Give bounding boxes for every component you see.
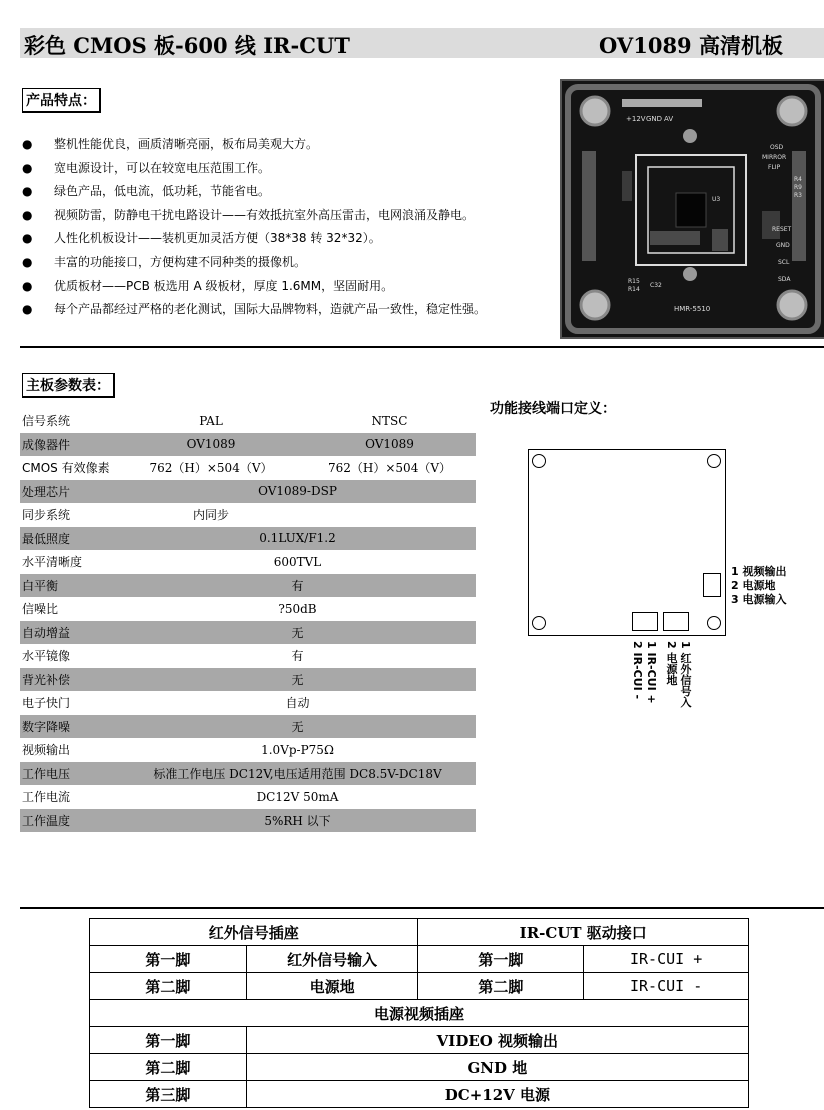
spec-pal-value: OV1089	[119, 433, 303, 457]
feature-item	[22, 158, 542, 182]
feature-text: 每个产品都经过严格的老化测试，国际大品牌物料，造就产品一致性，稳定性强。	[54, 302, 487, 317]
pin-label: 第一脚	[90, 1027, 247, 1054]
document-title: 彩色 CMOS 板-600 线 IR-CUT	[24, 33, 350, 58]
pv-pin2-value: GND 地	[246, 1054, 748, 1081]
ir-pin2-value: 电源地	[246, 973, 418, 1000]
feature-text: 宽电源设计，可以在较宽电压范围工作。	[54, 160, 271, 175]
ir-socket-header: 红外信号插座	[90, 919, 418, 946]
spec-row	[20, 480, 476, 504]
spec-row	[20, 409, 476, 433]
silk-r9: R9	[794, 184, 802, 191]
pin-label: 第三脚	[90, 1081, 247, 1108]
section-divider	[20, 346, 824, 348]
silk-scl: SCL	[778, 259, 790, 266]
silk-u3: U3	[712, 196, 721, 203]
spec-label: CMOS 有效像素	[22, 461, 110, 476]
spec-row	[20, 574, 476, 598]
pv-pin3-value: DC+12V 电源	[246, 1081, 748, 1108]
bullet-icon: ●	[22, 137, 33, 151]
mounting-hole	[707, 616, 721, 630]
mounting-hole	[707, 454, 721, 468]
section-divider	[20, 907, 824, 909]
spec-row	[20, 691, 476, 715]
pin-label: 第二脚	[90, 1054, 247, 1081]
feature-text: 整机性能优良，画质清晰亮丽，板布局美观大方。	[54, 137, 319, 151]
ir-label-gnd: 2 电源地	[665, 641, 678, 686]
features-heading: 产品特点：	[22, 88, 101, 113]
feature-text: 优质板材——PCB 板选用 A 级板材，厚度 1.6MM，坚固耐用。	[54, 278, 394, 293]
silk-flip: FLIP	[768, 164, 781, 171]
port-label-power: 3 电源输入	[731, 593, 787, 606]
ircut-label-minus: 2 IR-CUI -	[631, 641, 644, 700]
mounting-hole	[532, 454, 546, 468]
port-label-video: 1 视频输出	[731, 565, 787, 578]
spec-label: 自动增益	[20, 621, 119, 645]
spec-pal-value: 内同步	[192, 508, 229, 523]
spec-label: 成像器件	[20, 433, 119, 457]
ircut-pin2-value: IR-CUI -	[584, 973, 749, 1000]
spec-row	[20, 550, 476, 574]
port-diagram-title: 功能接线端口定义：	[490, 401, 616, 417]
spec-row	[20, 503, 476, 527]
spec-value: 600TVL	[273, 554, 322, 569]
spec-value: 自动	[285, 696, 310, 711]
spec-label: 处理芯片	[20, 480, 119, 504]
spec-value: 无	[119, 668, 476, 692]
spec-row	[20, 456, 476, 480]
feature-item	[22, 134, 542, 158]
feature-item	[22, 181, 542, 205]
spec-label: 背光补偿	[20, 668, 119, 692]
spec-row	[20, 644, 476, 668]
silk-c32: C32	[650, 282, 662, 289]
silk-reset: RESET	[772, 226, 792, 233]
spec-row	[20, 527, 476, 551]
spec-table	[20, 409, 476, 832]
feature-item	[22, 252, 542, 276]
spec-label: 工作电压	[20, 762, 119, 786]
ircut-interface-header: IR-CUT 驱动接口	[418, 919, 749, 946]
feature-text: 绿色产品，低电流，低功耗，节能省电。	[54, 184, 271, 199]
spec-value: 1.0Vp-P75Ω	[261, 742, 334, 757]
feature-item	[22, 299, 542, 323]
spec-label: 信噪比	[22, 602, 59, 617]
ircut-label-plus: 1 IR-CUI +	[645, 641, 658, 704]
pin-label: 第二脚	[90, 973, 247, 1000]
bullet-icon: ●	[22, 278, 33, 293]
mounting-hole	[532, 616, 546, 630]
spec-pal-value: 762（H）×504（V）	[149, 461, 273, 476]
pin-table	[89, 918, 749, 1108]
silk-r4: R4	[794, 176, 802, 183]
silk-sda: SDA	[778, 276, 791, 283]
spec-value: 无	[119, 715, 476, 739]
silk-av: AV	[664, 115, 674, 123]
ir-label-signal: 1 红外信号入	[679, 641, 692, 708]
silk-r3: R3	[794, 192, 802, 199]
silk-model: HMR-5510	[674, 305, 711, 313]
ir-connector	[663, 612, 689, 631]
bullet-icon: ●	[22, 207, 33, 222]
board-photo	[560, 79, 824, 339]
silk-r15: R15	[628, 278, 640, 285]
spec-label: 工作温度	[20, 809, 119, 833]
power-video-header: 电源视频插座	[90, 1000, 749, 1027]
board-illustration	[562, 81, 824, 337]
model-title: OV1089 高清机板	[599, 33, 783, 58]
pin-label: 第一脚	[90, 946, 247, 973]
feature-text: 丰富的功能接口，方便构建不同种类的摄像机。	[54, 254, 307, 269]
silk-osd: OSD	[770, 144, 784, 151]
spec-value: ?50dB	[278, 601, 317, 616]
bullet-icon: ●	[22, 302, 33, 317]
feature-text: 人性化机板设计——装机更加灵活方便（38*38 转 32*32）。	[54, 231, 381, 246]
spec-ntsc-value: NTSC	[371, 413, 408, 428]
silk-12v: +12V	[626, 115, 646, 123]
silk-gnd2: GND	[776, 242, 790, 249]
spec-label: 同步系统	[22, 508, 71, 523]
board-outline	[528, 449, 726, 636]
spec-value: 5%RH 以下	[119, 809, 476, 833]
silk-r14: R14	[628, 286, 640, 293]
feature-item	[22, 228, 542, 252]
bullet-icon: ●	[22, 231, 33, 246]
port-label-gnd: 2 电源地	[731, 579, 776, 592]
spec-heading: 主板参数表：	[22, 373, 115, 398]
spec-row	[20, 597, 476, 621]
ircut-connector	[632, 612, 658, 631]
feature-item	[22, 276, 542, 300]
pin-label: 第二脚	[418, 973, 584, 1000]
spec-label: 电子快门	[22, 696, 71, 711]
bullet-icon: ●	[22, 160, 33, 175]
spec-row	[20, 668, 476, 692]
spec-value: DC12V 50mA	[256, 789, 339, 804]
spec-label: 数字降噪	[20, 715, 119, 739]
power-video-connector	[703, 573, 721, 597]
spec-row	[20, 762, 476, 786]
spec-label: 水平镜像	[22, 649, 71, 664]
spec-label: 水平清晰度	[22, 555, 83, 570]
bullet-icon: ●	[22, 254, 33, 269]
silk-gnd: GND	[646, 115, 663, 123]
spec-value: OV1089-DSP	[119, 480, 476, 504]
spec-ntsc-value	[303, 503, 476, 527]
spec-value: 有	[119, 574, 476, 598]
silk-mirror: MIRROR	[762, 154, 787, 161]
spec-label: 最低照度	[20, 527, 119, 551]
spec-value: 有	[291, 649, 304, 664]
spec-row	[20, 715, 476, 739]
pin-label: 第一脚	[418, 946, 584, 973]
spec-value: 标准工作电压 DC12V,电压适用范围 DC8.5V-DC18V	[119, 762, 476, 786]
spec-ntsc-value: OV1089	[303, 433, 476, 457]
features-list	[22, 134, 542, 323]
spec-label: 白平衡	[20, 574, 119, 598]
feature-text: 视频防雷，防静电干扰电路设计——有效抵抗室外高压雷击，电网浪涌及静电。	[54, 207, 475, 222]
spec-value: 无	[119, 621, 476, 645]
pv-pin1-value: VIDEO 视频输出	[246, 1027, 748, 1054]
spec-row	[20, 433, 476, 457]
spec-row	[20, 785, 476, 809]
feature-item	[22, 205, 542, 229]
spec-label: 视频输出	[22, 743, 71, 758]
spec-row	[20, 621, 476, 645]
spec-value: 0.1LUX/F1.2	[119, 527, 476, 551]
spec-label: 信号系统	[22, 414, 71, 429]
spec-row	[20, 738, 476, 762]
ircut-pin1-value: IR-CUI +	[584, 946, 749, 973]
bullet-icon: ●	[22, 184, 33, 199]
ir-pin1-value: 红外信号输入	[246, 946, 418, 973]
spec-row	[20, 809, 476, 833]
spec-label: 工作电流	[22, 790, 71, 805]
spec-ntsc-value: 762（H）×504（V）	[328, 461, 451, 476]
spec-pal-value: PAL	[199, 413, 223, 428]
